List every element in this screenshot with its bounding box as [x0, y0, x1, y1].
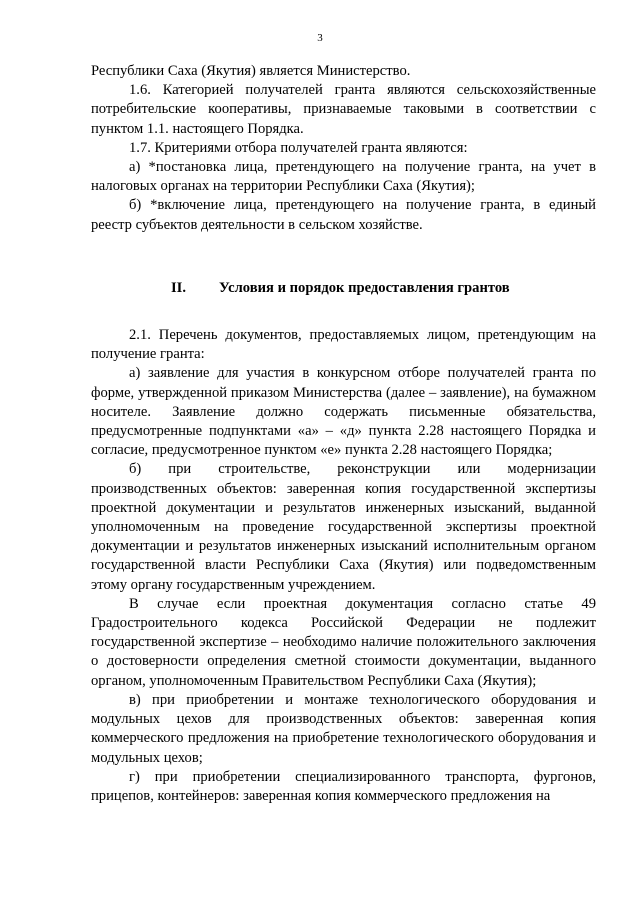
paragraph: 2.1. Перечень документов, предоставляемых лицом, претендующим на получение гранта: — [91, 327, 596, 363]
paragraph: б) при строительстве, реконструкции или модернизации производственных объектов: заверенная копия государственной экспертизы проектной документации и результатов инженерных изысканий, выданной уполномоченным на проведение государственной экспертизы проектной документации и результатов инженерных изысканий исполнительным органом государственной власти Республики Саха (Якутия) или подведомственным этому органу государственным учреждением. — [91, 461, 596, 593]
paragraph: В случае если проектная документация согласно статье 49 Градостроительного кодекса Российской Федерации не подлежит государственной экспертизе – необходимо наличие положительного заключения о достоверности определения сметной стоимости документации, выданного органом, уполномоченным Правительством Республики Саха (Якутия); — [91, 595, 596, 689]
paragraph: а) заявление для участия в конкурсном отборе получателей гранта по форме, утвержденной приказом Министерства (далее – заявление), на бумажном носителе. Заявление должно содержать письменные обязательства, предусмотренные подпунктами «а» – «д» пункта 2.28 настоящего Порядка и согласие, предусмотренное пунктом «е» пункта 2.28 настоящего Порядка; — [91, 365, 596, 459]
paragraph: г) при приобретении специализированного транспорта, фургонов, прицепов, контейнеров: заверенная копия коммерческого предложения на — [91, 768, 596, 804]
paragraph-group-bottom — [91, 326, 596, 806]
document-body — [91, 62, 596, 806]
paragraph: б) *включение лица, претендующего на получение гранта, в единый реестр субъектов деятельности в сельском хозяйстве. — [91, 197, 596, 233]
paragraph: 1.6. Категорией получателей гранта являются сельскохозяйственные потребительские кооперативы, признаваемые таковыми в соответствии с пунктом 1.1. настоящего Порядка. — [91, 82, 596, 137]
section-heading — [91, 279, 596, 298]
section-title: Условия и порядок предоставления грантов — [219, 279, 510, 296]
section-number: II. — [171, 279, 187, 296]
paragraph: а) *постановка лица, претендующего на получение гранта, на учет в налоговых органах на территории Республики Саха (Якутия); — [91, 159, 596, 195]
paragraph: Республики Саха (Якутия) является Министерство. — [91, 63, 411, 79]
paragraph-group-top — [91, 62, 596, 235]
paragraph: 1.7. Критериями отбора получателей гранта являются: — [129, 139, 468, 156]
page-number: 3 — [317, 32, 323, 44]
paragraph: в) при приобретении и монтаже технологического оборудования и модульных цехов для производственных объектов: заверенная копия коммерческого предложения на приобретение технологического оборудования и модульных цехов; — [91, 691, 596, 766]
